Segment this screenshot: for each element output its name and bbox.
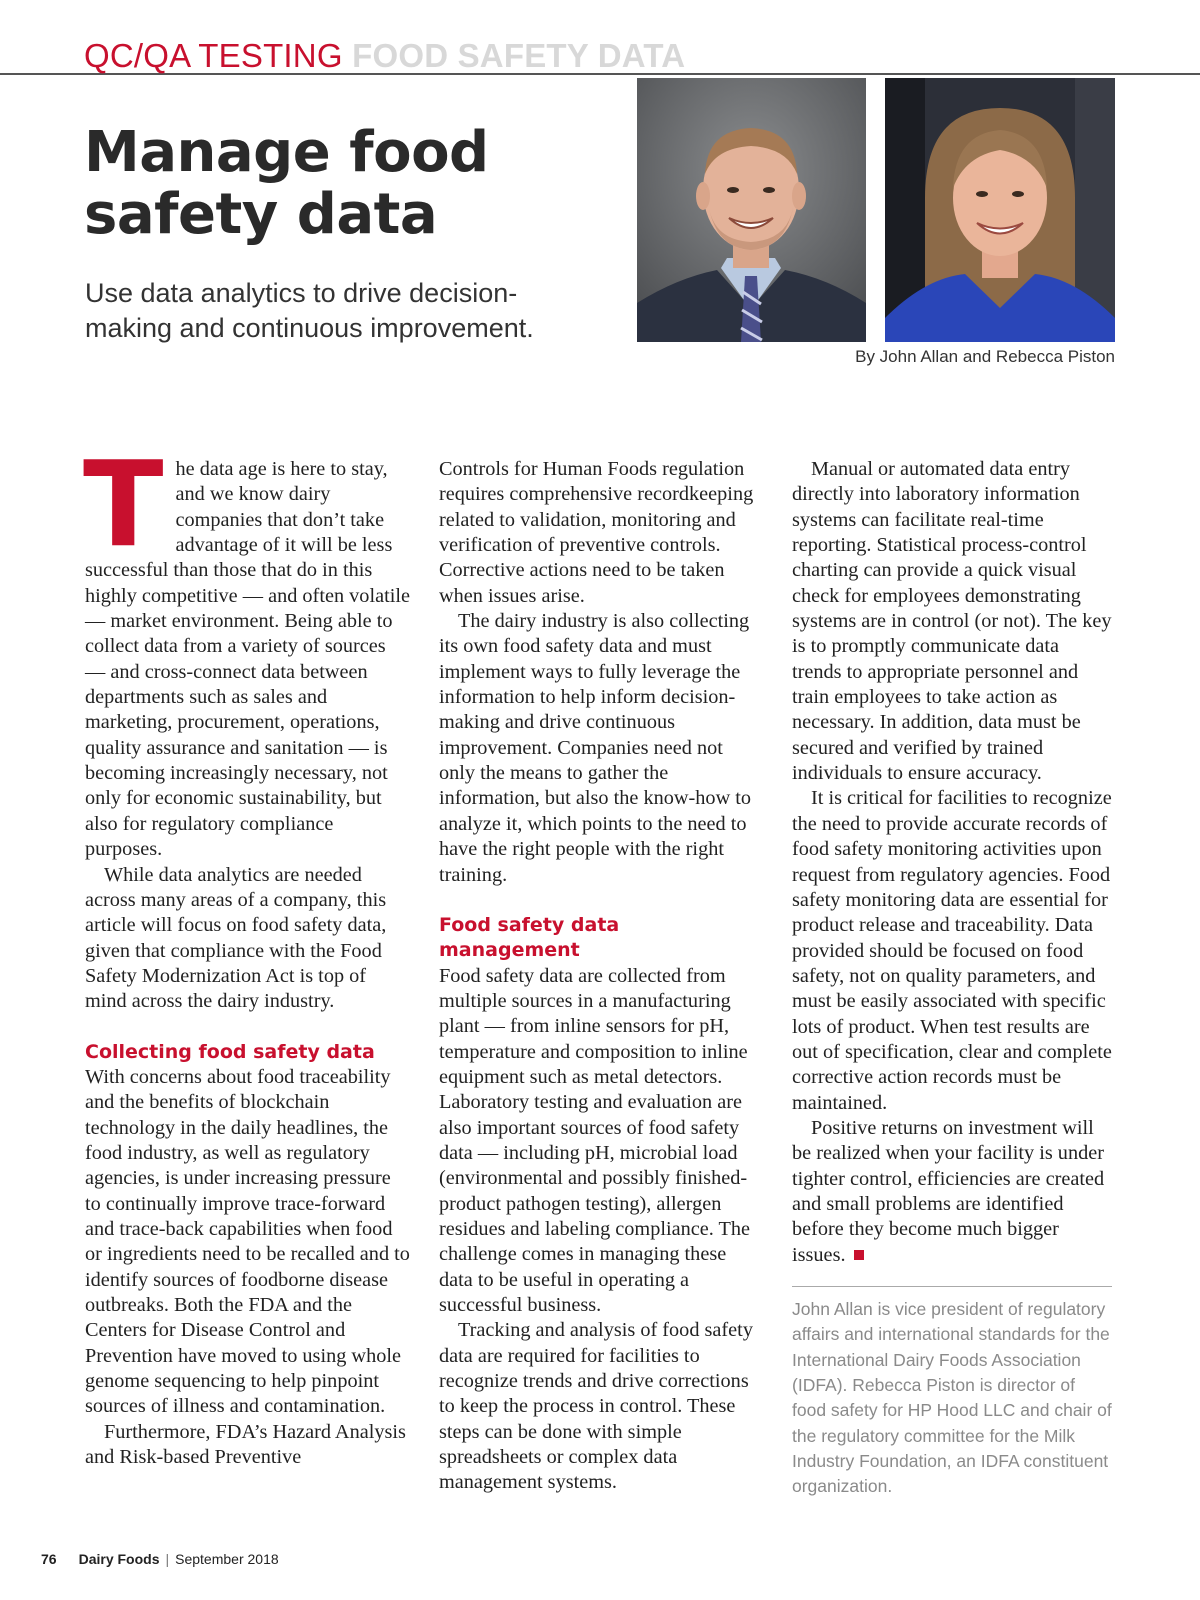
- page-number: 76: [41, 1551, 57, 1567]
- byline: By John Allan and Rebecca Piston: [855, 347, 1115, 366]
- drop-cap: T: [83, 435, 164, 573]
- paragraph: [792, 1116, 1112, 1268]
- subheading-collecting: Collecting food safety data: [85, 1040, 375, 1063]
- author-photo-john-allan: [637, 78, 866, 342]
- paragraph: It is critical for facilities to recognize the need to provide accurate records of food safety monitoring activities upon request from regulatory agencies. Food safety monitoring data are essential for product release and traceability. Data provided should be focused on food safety, not on quality parameters, and must be easily associated with specific lots of product. When test results are out of specification, clear and complete corrective action records must be maintained.: [792, 787, 1112, 1114]
- subheading-management: Food safety data management: [439, 913, 620, 962]
- paragraph-text: Positive returns on investment will be realized when your facility is under tighter control, efficiencies are created and small problems are identified before they become much bigger issues.: [792, 1116, 1105, 1266]
- paragraph: The dairy industry is also collecting its own food safety data and must implement ways to fully leverage the information to help inform decision-making and drive continuous improvement. Companies need not only the means to gather the information, but also the know-how to analyze it, which points to the need to have the right people with the right training.: [439, 610, 752, 886]
- paragraph: Food safety data are collected from multiple sources in a manufacturing plant — from inline sensors for pH, temperature and composition to inline equipment such as metal detectors. Laboratory testing and evaluation are also important sources of food safety data — including pH, microbial load (environmental and possibly finished-product pathogen testing), allergen residues and labeling compliance. The challenge comes in managing these data to be useful in operating a successful business.: [439, 964, 751, 1316]
- page-footer: [41, 1550, 279, 1568]
- paragraph: Controls for Human Foods regulation requires comprehensive recordkeeping related to validation, monitoring and verification of preventive controls. Corrective actions need to be taken when issues arise.: [439, 458, 754, 607]
- author-bio: John Allan is vice president of regulatory affairs and international standards for the International Dairy Foods Association (IDFA). Rebecca Piston is director of food safety for HP Hood LLC and chair of the regulatory committee for the Milk Industry Foundation, an IDFA constituent organization.: [792, 1299, 1112, 1497]
- bio-divider: [792, 1286, 1112, 1287]
- section-label: [84, 36, 685, 76]
- article-column-2: [439, 457, 757, 1496]
- section-label-primary: QC/QA TESTING: [84, 37, 343, 74]
- article-title: Manage food safety data: [84, 120, 489, 247]
- article-subtitle: Use data analytics to drive decision-making and continuous improvement.: [85, 278, 534, 343]
- section-label-ghost: FOOD SAFETY DATA: [352, 37, 686, 74]
- paragraph: Manual or automated data entry directly into laboratory information systems can facilitate real-time reporting. Statistical process-control charting can provide a quick visual check for employees demonstrating systems are in control (or not). The key is to promptly communicate data trends to appropriate personnel and train employees to take action as necessary. In addition, data must be secured and verified by trained individuals to ensure accuracy.: [792, 458, 1112, 785]
- paragraph: [83, 435, 410, 863]
- author-photo-rebecca-piston: [885, 78, 1115, 342]
- article-column-1: [83, 435, 410, 1470]
- magazine-name: Dairy Foods: [78, 1551, 160, 1567]
- paragraph: Furthermore, FDA’s Hazard Analysis and Risk-based Preventive: [85, 1420, 406, 1469]
- footer-separator: |: [165, 1551, 170, 1567]
- article-column-3: [792, 457, 1112, 1500]
- issue-date: September 2018: [175, 1551, 279, 1567]
- paragraph: Tracking and analysis of food safety data are required for facilities to recognize trends and drive corrections to keep the process in control. These steps can be done with simple spreadsheets or complex data management systems.: [439, 1319, 753, 1494]
- paragraph-text: he data age is here to stay, and we know dairy companies that don’t take advantage of it will be less successful than those that do in this highly competitive — and often volatile — market environment. Being able to collect data from a variety of sources — and cross-connect data between departments such as sales and marketing, procurement, operations, quality assurance and sanitation — is becoming increasingly necessary, not only for economic sustainability, but also for regulatory compliance purposes.: [85, 458, 410, 861]
- paragraph: While data analytics are needed across many areas of a company, this article will focus on food safety data, given that compliance with the Food Safety Modernization Act is top of mind across the dairy industry.: [85, 863, 387, 1013]
- paragraph: With concerns about food traceability and the benefits of blockchain technology in the daily headlines, the food industry, as well as regulatory agencies, is under increasing pressure to continually improve trace-forward and trace-back capabilities when food or ingredients need to be recalled and to identify sources of foodborne disease outbreaks. Both the FDA and the Centers for Disease Control and Prevention have moved to using whole genome sequencing to help pinpoint sources of illness and contamination.: [85, 1065, 410, 1418]
- end-square-icon: [854, 1250, 864, 1260]
